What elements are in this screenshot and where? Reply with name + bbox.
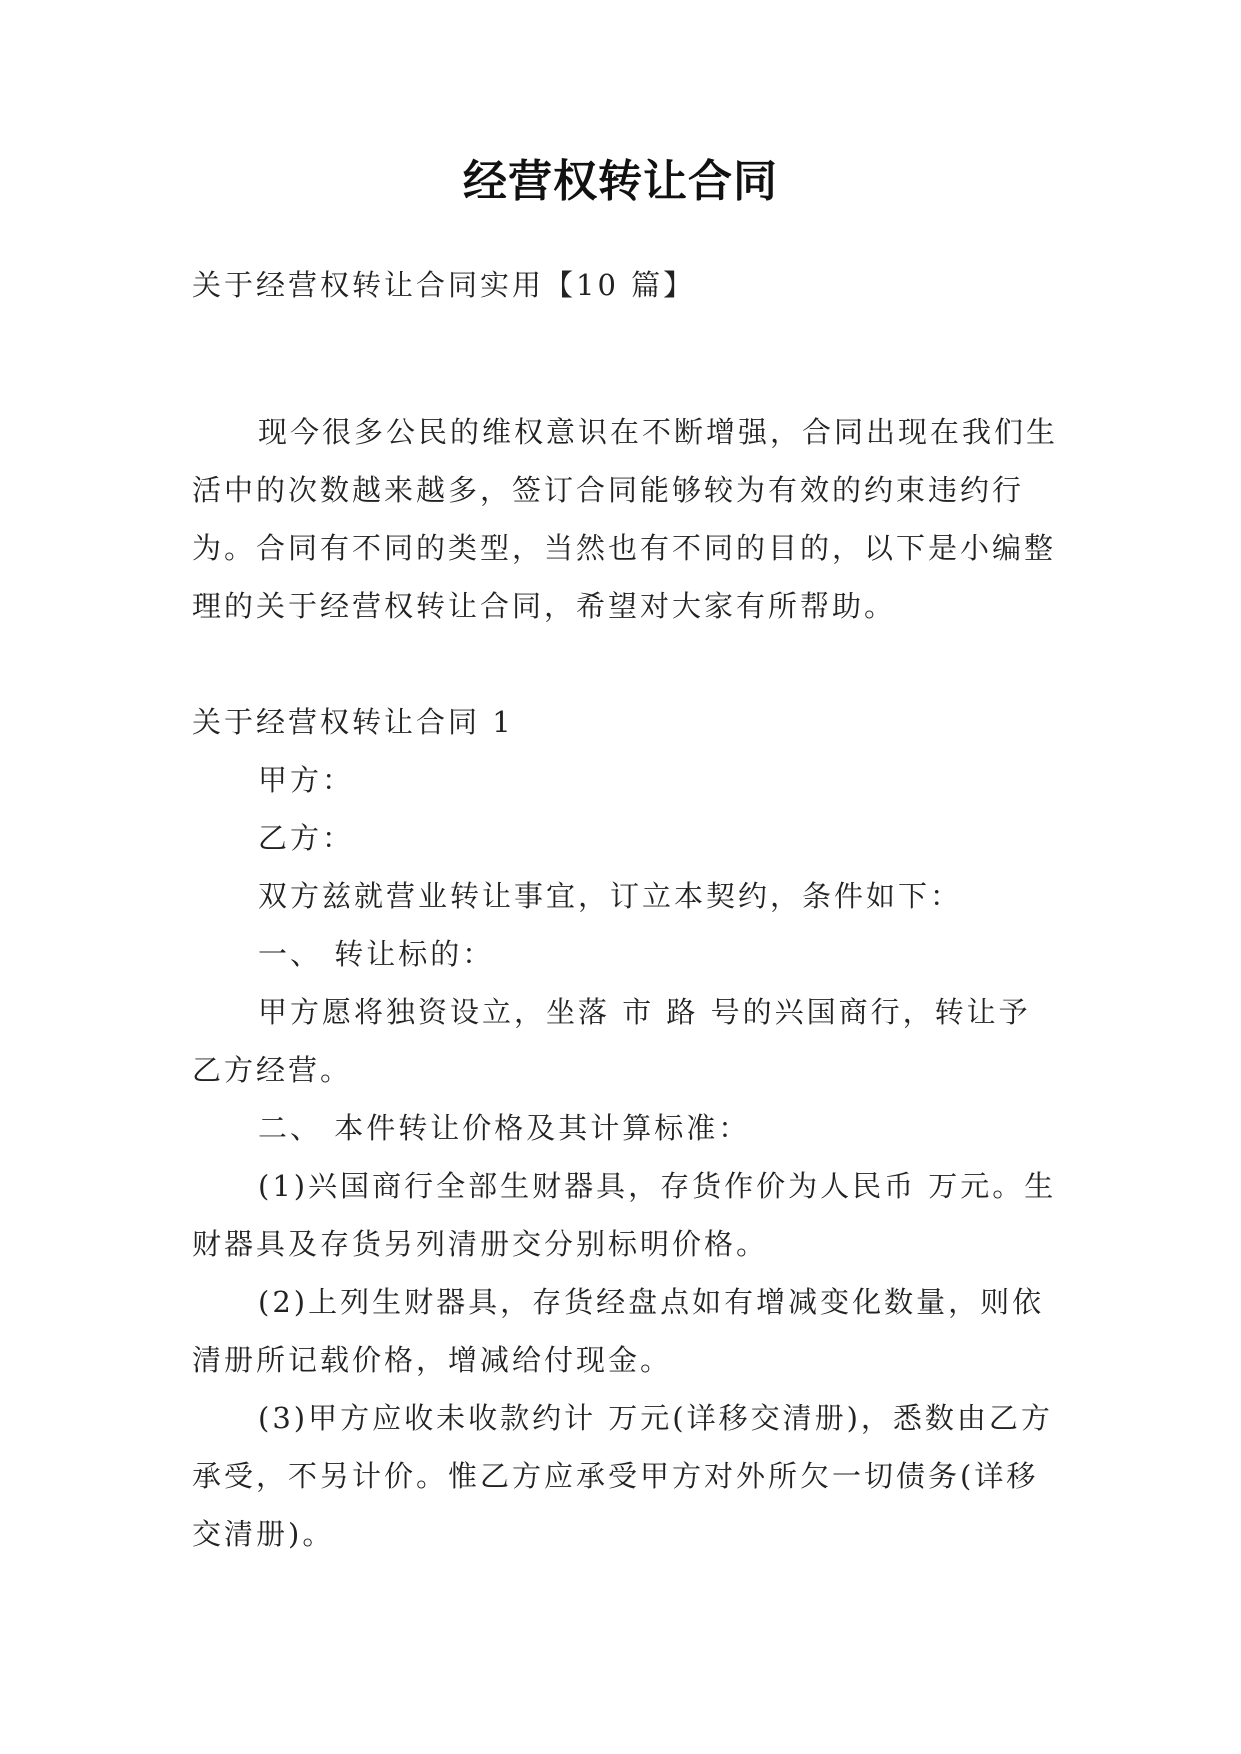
clause-heading-1: 一、 转让标的：	[258, 937, 495, 971]
intro-paragraph: 现今很多公民的维权意识在不断增强，合同出现在我们生活中的次数越来越多，签订合同能够较为有效的约束违约行为。合同有不同的类型，当然也有不同的目的，以下是小编整理的关于经营权转让合同，希望对大家有所帮助。	[192, 415, 1059, 623]
clause-2-item-1: (1)兴国商行全部生财器具，存货作价为人民币 万元。生财器具及存货另列清册交分别标明价格。	[192, 1169, 1057, 1261]
clause-2-item-3: (3)甲方应收未收款约计 万元(详移交清册)，悉数由乙方承受，不另计价。惟乙方应承受甲方对外所欠一切债务(详移交清册)。	[192, 1401, 1053, 1551]
section-heading: 关于经营权转让合同 1	[192, 705, 514, 739]
agreement-preamble: 双方兹就营业转让事宜，订立本契约，条件如下：	[258, 879, 963, 913]
clause-heading-2: 二、 本件转让价格及其计算标准：	[258, 1111, 751, 1145]
clause-2-item-2: (2)上列生财器具，存货经盘点如有增减变化数量，则依清册所记载价格，增减给付现金。	[192, 1285, 1045, 1377]
party-b-line: 乙方：	[258, 821, 355, 855]
contract-section	[192, 693, 1062, 1563]
party-a-line: 甲方：	[258, 763, 355, 797]
clause-1-text: 甲方愿将独资设立，坐落 市 路 号的兴国商行，转让予乙方经营。	[192, 995, 1031, 1087]
document-subtitle: 关于经营权转让合同实用【10 篇】	[192, 268, 696, 302]
document-title: 经营权转让合同	[463, 156, 778, 207]
